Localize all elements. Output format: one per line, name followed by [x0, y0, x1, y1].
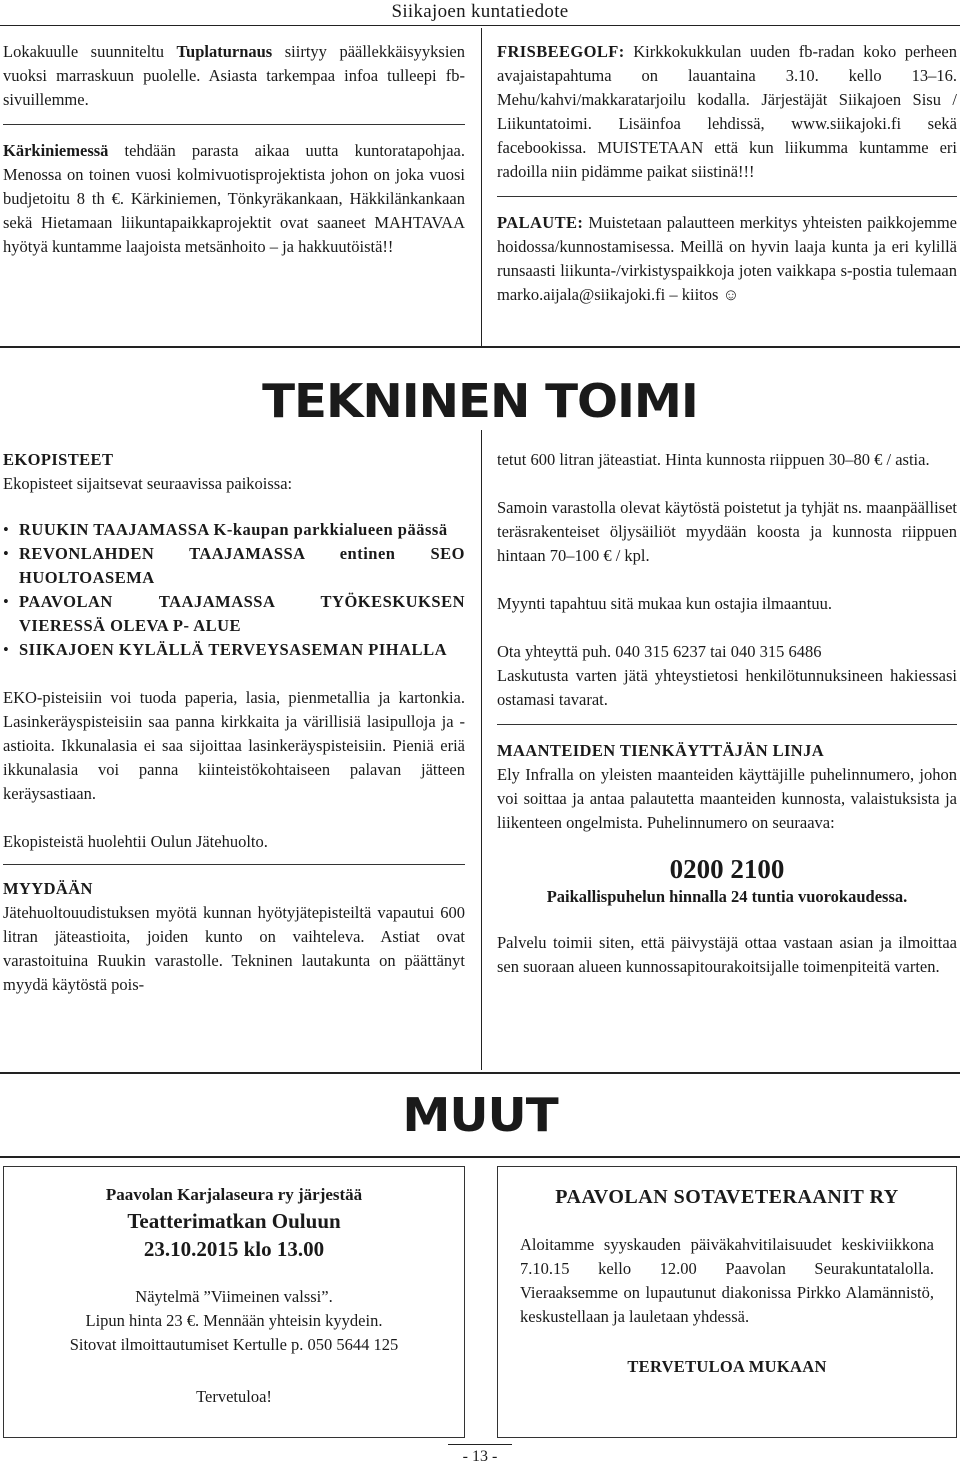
- tuplaturnaus-pre: Lokakuulle suunniteltu: [3, 42, 177, 61]
- veterans-box: [497, 1166, 957, 1438]
- ekopisteet-list: [3, 518, 465, 662]
- section-rule: [0, 1156, 960, 1158]
- theatre-org: Paavolan Karjalaseura ry järjestää: [105, 1185, 363, 1204]
- sports-news-left: [3, 40, 465, 259]
- road-line-text: Ely Infralla on yleisten maanteiden käyttäjille puhelinnumero, johon voi soittaa ja antaa palautetta maanteiden kunnosta, valaistuksista ja liikenteen ongelmista. Puhelinnumero on seuraava:: [497, 765, 957, 832]
- section-rule: [0, 346, 960, 348]
- veterans-text: Aloitamme syyskauden päiväkahvitilaisuudet keskiviikkona 7.10.15 kello 12.00 Paavolan Seurakuntatalolla. Vieraaksemme on lupautunut diakonissa Pirkko Alamännistö, keskustellaan ja lauletaan yhdessä.: [520, 1235, 934, 1326]
- myydaan-heading: MYYDÄÄN: [3, 879, 93, 898]
- theatre-price: Lipun hinta 23 €. Mennään yhteisin kyydein.: [85, 1311, 383, 1330]
- sports-news-right: [497, 40, 957, 307]
- ekopisteet-heading: EKOPISTEET: [3, 450, 114, 469]
- divider: [497, 196, 957, 197]
- myydaan-text: Jätehuoltouudistuksen myötä kunnan hyötyjätepisteiltä vapautui 600 litran jäteastioita, joiden kunto on vaihteleva. Astiat ovat varastoituina Ruukin varastolle. Tekninen lautakunta on päättänyt myydä käytöstä pois-: [3, 903, 465, 994]
- list-item: • PAAVOLAN TAAJAMASSA TYÖKESKUKSEN VIERESSÄ OLEVA P- ALUE: [3, 590, 465, 638]
- frisbeegolf-heading: FRISBEEGOLF:: [497, 42, 625, 61]
- theatre-welcome: Tervetuloa!: [196, 1387, 272, 1406]
- theatre-trip-box: [3, 1166, 465, 1438]
- list-item: • SIIKAJOEN KYLÄLLÄ TERVEYSASEMAN PIHALLA: [3, 638, 465, 662]
- page-number: - 13 -: [462, 1448, 498, 1465]
- palaute-heading: PALAUTE:: [497, 213, 584, 232]
- palaute-text: Muistetaan palautteen merkitys yhteisten paikkojemme hoidossa/kunnostamisessa. Meillä on hyvin laaja kunta ja eri kylillä runsaasti liikunta-/virkistyspaikkoja joten vaikkapa s-postia tulemaan marko.aijala@siikajoki.fi – kiitos ☺: [497, 213, 957, 304]
- theatre-play: Näytelmä ”Viimeinen valssi”.: [135, 1287, 333, 1306]
- karkiniemi-post: tehdään parasta aikaa uutta kuntoratapohjaa. Menossa on toinen vuosi kolmivuotisprojektista johon on joka vuosi budjetoitu 8 th €. Kärkiniemen, Tönkyräkankaan, Häkkilänkankaan sekä Hietamaan liikuntapaikkaprojektit ovat saaneet MAHTAVAA hyötyä kuntamme laajoista metsänhoito – ja hakkuutöistä!!: [3, 141, 465, 256]
- section-heading-tekninen: TEKNINEN TOIMI: [262, 374, 698, 428]
- footer-rule: [448, 1444, 512, 1445]
- column-separator: [481, 28, 482, 346]
- veterans-title: PAAVOLAN SOTAVETERAANIT RY: [555, 1186, 899, 1208]
- myydaan-continued: tetut 600 litran jäteastiat. Hinta kunnosta riippuen 30–80 € / astia.: [497, 450, 930, 469]
- tekninen-right-column: [497, 448, 957, 979]
- karkiniemi-bold: Kärkiniemessä: [3, 141, 109, 160]
- list-item: • REVONLAHDEN TAAJAMASSA entinen SEO HUOLTOASEMA: [3, 542, 465, 590]
- theatre-event: Teatterimatkan Ouluun: [127, 1209, 341, 1233]
- eko-text: EKO-pisteisiin voi tuoda paperia, lasia, pienmetallia ja kartonkia. Lasinkeräyspisteisiin saa panna kirkkaita ja värillisiä lasipulloja ja -astioita. Ikkunalasia ei saa sijoittaa lasinkeräyspisteisiin. Pieniä eriä ikkunalasia voi panna kiinteistökohtaiseen palavan jätteen keräysastiaan.: [3, 688, 465, 803]
- billing-text: Laskutusta varten jätä yhteystietosi henkilötunnuksineen hakiessasi ostamasi tavarat.: [497, 666, 957, 709]
- section-rule: [0, 1072, 960, 1074]
- road-line-heading: MAANTEIDEN TIENKÄYTTÄJÄN LINJA: [497, 741, 825, 760]
- sale-text: Myynti tapahtuu sitä mukaa kun ostajia ilmaantuu.: [497, 594, 832, 613]
- newsletter-title: Siikajoen kuntatiedote: [391, 1, 569, 22]
- service-text: Palvelu toimii siten, että päivystäjä ottaa vastaan asian ja ilmoittaa sen suoraan alueen kunnossapitourakoitsijalle toimenpiteitä varten.: [497, 933, 957, 976]
- frisbeegolf-text: Kirkkokukkulan uuden fb-radan koko perheen avajaistapahtuma on lauantaina 3.10. kello 13–16. Mehu/kahvi/makkaratarjoilu kodalla. Järjestäjät Siikajoen Sisu / Liikuntatoimi. Lisäinfoa lehdissä, www.siikajoki.fi sekä facebookissa. MUISTETAAN että kun liikumma kuntamme eri radoilla niin pidämme paikat siistinä!!!: [497, 42, 957, 181]
- eko-maintenance: Ekopisteistä huolehtii Oulun Jätehuolto.: [3, 832, 268, 851]
- phone-note: Paikallispuhelun hinnalla 24 tuntia vuorokaudessa.: [546, 887, 908, 906]
- tuplaturnaus-paragraph: [3, 40, 465, 112]
- karkiniemi-paragraph: [3, 139, 465, 259]
- theatre-signup: Sitovat ilmoittautumiset Kertulle p. 050 5644 125: [69, 1335, 399, 1354]
- oil-tanks-text: Samoin varastolla olevat käytöstä poistetut ja tyhjät ns. maanpäälliset teräsrakenteiset öljysäiliöt myydään koosta ja kunnosta riippuen hintaan 70–100 € / kpl.: [497, 498, 957, 565]
- divider: [497, 724, 957, 725]
- tuplaturnaus-bold: Tuplaturnaus: [176, 42, 273, 61]
- tekninen-left-column: [3, 448, 465, 997]
- header-rule: [0, 25, 960, 26]
- phone-number: 0200 2100: [669, 854, 785, 884]
- divider: [3, 864, 465, 865]
- ekopisteet-intro: Ekopisteet sijaitsevat seuraavissa paikoissa:: [3, 474, 293, 493]
- list-item: • RUUKIN TAAJAMASSA K-kaupan parkkialueen päässä: [3, 518, 465, 542]
- palaute-paragraph: [497, 211, 957, 307]
- frisbeegolf-paragraph: [497, 40, 957, 184]
- contact-text: Ota yhteyttä puh. 040 315 6237 tai 040 315 6486: [497, 642, 822, 661]
- section-heading-muut: MUUT: [402, 1088, 558, 1142]
- veterans-welcome: TERVETULOA MUKAAN: [627, 1357, 827, 1376]
- tuplaturnaus-post: siirtyy päällekkäisyyksien vuoksi marraskuun puolelle. Asiasta tarkempaa infoa tulleepi fb-sivuillemme.: [3, 42, 465, 109]
- divider: [3, 124, 465, 125]
- theatre-date: 23.10.2015 klo 13.00: [143, 1237, 325, 1261]
- column-separator: [481, 430, 482, 1070]
